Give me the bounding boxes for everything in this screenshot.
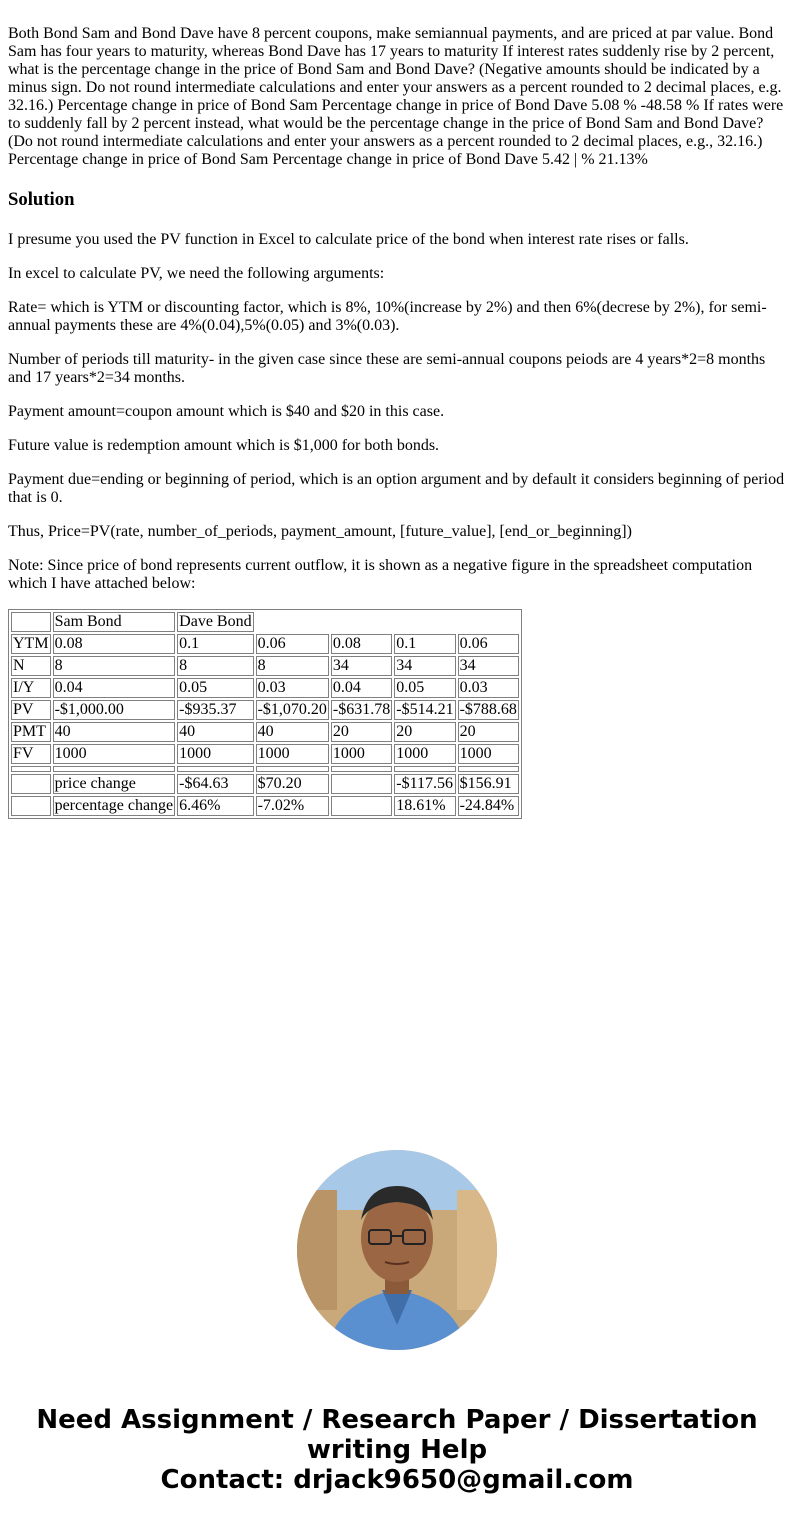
table-separator-row	[11, 766, 519, 772]
question-text: Both Bond Sam and Bond Dave have 8 percent coupons, make semiannual payments, and are priced at par value. Bond Sam has four years to maturity, whereas Bond Dave has 17 years to maturity If interest rates suddenly rise by 2 percent, what is the percentage change in the price of Bond Sam and Bond Dave? (Negative amounts should be indicated by a minus sign. Do not round intermediate calculations and enter your answers as a percent rounded to 2 decimal places, e.g. 32.16.) Percentage change in price of Bond Sam Percentage change in price of Bond Dave 5.08 % -48.58 % If rates were to suddenly fall by 2 percent instead, what would be the percentage change in the price of Bond Sam and Bond Dave? (Do not round intermediate calculations and enter your answers as a percent rounded to 2 decimal places, e.g., 32.16.) Percentage change in price of Bond Sam Percentage change in price of Bond Dave 5.42 | % 21.13%	[8, 25, 784, 168]
table-cell: 1000	[53, 744, 176, 764]
author-photo-area	[0, 1150, 794, 1350]
table-header-row	[11, 612, 519, 632]
table-cell: -$1,070.20	[257, 701, 327, 718]
table-cell	[11, 766, 51, 772]
paragraph: Payment amount=coupon amount which is $40 and $20 in this case.	[8, 403, 445, 420]
table-cell	[11, 774, 51, 794]
table-cell: -$1,000.00	[53, 700, 176, 720]
table-cell: 0.1	[394, 634, 455, 654]
table-cell: Dave Bond	[179, 613, 252, 630]
table-cell: -7.02%	[256, 796, 329, 816]
table-cell	[394, 766, 455, 772]
table-cell: 40	[177, 722, 253, 742]
table-cell: N	[11, 656, 51, 676]
banner-line: writing Help	[306, 1435, 488, 1465]
table-cell: 1000	[394, 744, 455, 764]
table-cell: I/Y	[11, 678, 51, 698]
table-cell: 0.05	[394, 678, 455, 698]
table-cell	[331, 612, 392, 632]
table-cell: 18.61%	[394, 796, 455, 816]
table-cell: PMT	[11, 722, 51, 742]
table-cell: 1000	[458, 744, 519, 764]
table-cell	[11, 796, 51, 816]
table-cell: price change	[53, 774, 176, 794]
table-row	[11, 744, 519, 764]
table-cell: 0.08	[53, 634, 176, 654]
contact-banner	[0, 1405, 794, 1495]
table-cell: 34	[458, 656, 519, 676]
table-cell: Sam Bond	[53, 612, 176, 632]
table-cell: 0.08	[331, 634, 392, 654]
table-cell	[458, 612, 519, 632]
avatar-portrait-icon	[297, 1150, 497, 1350]
table-cell: 0.1	[177, 634, 253, 654]
spreadsheet-table	[8, 609, 522, 819]
table-cell: 0.03	[458, 678, 519, 698]
table-cell: -$631.78	[332, 701, 391, 718]
table-cell	[177, 766, 253, 772]
table-cell	[11, 612, 51, 632]
table-cell: 1000	[256, 744, 329, 764]
paragraph: Thus, Price=PV(rate, number_of_periods, payment_amount, [future_value], [end_or_beginning])	[8, 523, 632, 540]
table-cell: 0.04	[331, 678, 392, 698]
paragraph: Note: Since price of bond represents current outflow, it is shown as a negative figure in the spreadsheet computation which I have attached below:	[8, 557, 753, 592]
table-row	[11, 796, 519, 816]
table-cell: YTM	[13, 635, 49, 652]
table-cell: -$117.56	[394, 774, 455, 794]
table-cell: 0.03	[256, 678, 329, 698]
paragraph: In excel to calculate PV, we need the following arguments:	[8, 265, 385, 282]
table-cell: 0.04	[53, 678, 176, 698]
document-body	[8, 25, 786, 819]
table-cell: -$64.63	[177, 774, 253, 794]
contact-email: Contact: drjack9650@gmail.com	[160, 1465, 634, 1495]
table-cell: 20	[458, 722, 519, 742]
table-cell: 0.06	[458, 634, 519, 654]
table-cell: -$935.37	[177, 700, 253, 720]
table-cell	[458, 766, 519, 772]
table-cell: PV	[11, 700, 51, 720]
paragraph: I presume you used the PV function in Excel to calculate price of the bond when interest rate rises or falls.	[8, 231, 689, 248]
table-row	[11, 656, 519, 676]
table-cell: -$788.68	[459, 701, 517, 718]
table-row	[11, 634, 519, 654]
table-cell	[331, 774, 392, 794]
table-cell: 8	[53, 656, 176, 676]
table-cell: 8	[256, 656, 329, 676]
table-cell	[394, 612, 455, 632]
table-cell: 1000	[331, 744, 392, 764]
table-row	[11, 774, 519, 794]
table-row	[11, 678, 519, 698]
table-cell: $70.20	[256, 774, 329, 794]
solution-heading: Solution	[8, 189, 75, 210]
avatar	[297, 1150, 497, 1350]
table-cell: 1000	[177, 744, 253, 764]
table-cell: $156.91	[458, 774, 519, 794]
table-cell: 34	[331, 656, 392, 676]
table-cell: -$514.21	[396, 701, 454, 718]
table-cell: 40	[53, 722, 176, 742]
paragraph: Rate= which is YTM or discounting factor, which is 8%, 10%(increase by 2%) and then 6%(decrese by 2%), for semi-annual payments these are 4%(0.04),5%(0.05) and 3%(0.03).	[8, 299, 767, 334]
table-cell	[53, 766, 176, 772]
table-cell: 40	[256, 722, 329, 742]
banner-line: Need Assignment / Research Paper / Dissertation	[36, 1405, 758, 1435]
table-cell: percentage change	[54, 797, 174, 814]
table-cell: 0.05	[177, 678, 253, 698]
table-cell: 20	[394, 722, 455, 742]
table-row	[11, 722, 519, 742]
table-cell: 8	[177, 656, 253, 676]
table-cell	[331, 766, 392, 772]
table-cell: FV	[11, 744, 51, 764]
paragraph: Number of periods till maturity- in the given case since these are semi-annual coupons peiods are 4 years*2=8 months and 17 years*2=34 months.	[8, 351, 766, 386]
table-cell: 34	[394, 656, 455, 676]
table-cell: 0.06	[256, 634, 329, 654]
table-cell: 20	[331, 722, 392, 742]
table-cell: 6.46%	[177, 796, 253, 816]
paragraph: Payment due=ending or beginning of period, which is an option argument and by default it considers beginning of period that is 0.	[8, 471, 785, 506]
paragraph: Future value is redemption amount which is $1,000 for both bonds.	[8, 437, 440, 454]
table-cell	[256, 766, 329, 772]
table-row	[11, 700, 519, 720]
table-cell	[331, 796, 392, 816]
table-cell: -24.84%	[458, 796, 519, 816]
table-cell	[256, 612, 329, 632]
